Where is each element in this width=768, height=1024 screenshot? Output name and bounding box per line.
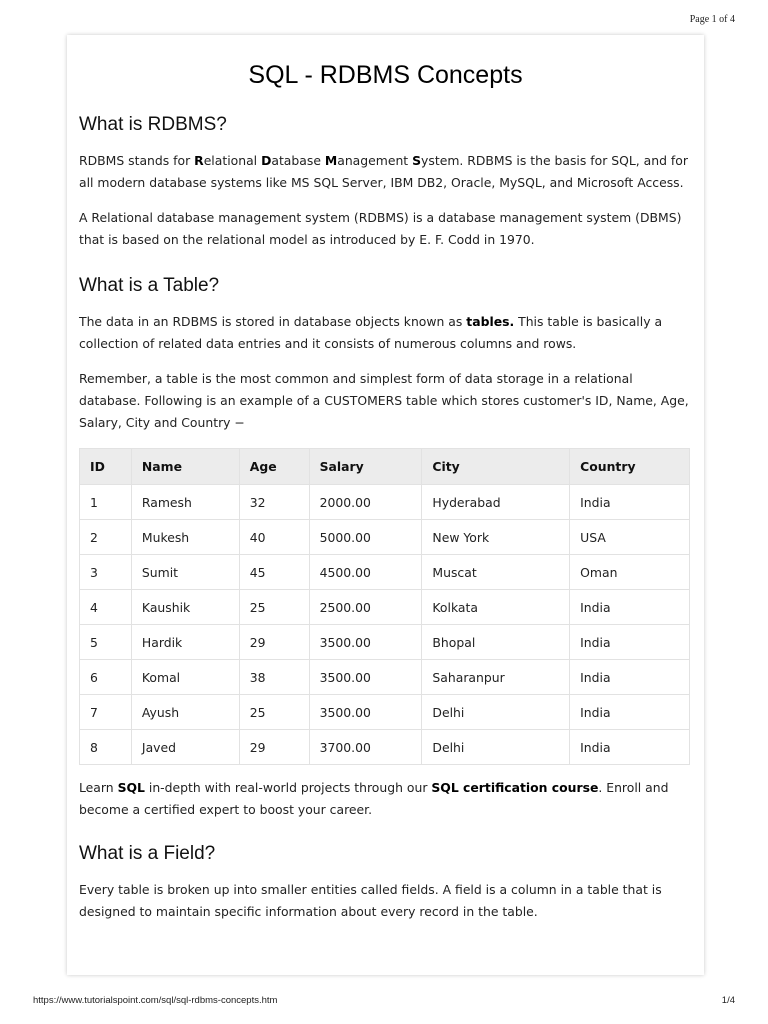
table-row	[80, 730, 690, 765]
cell-city: Kolkata	[422, 590, 570, 625]
cell-id: 1	[80, 485, 132, 520]
column-header-city: City	[422, 449, 570, 485]
cell-city: Saharanpur	[422, 660, 570, 695]
cell-country: India	[570, 485, 690, 520]
cell-id: 4	[80, 590, 132, 625]
cell-name: Mukesh	[131, 520, 239, 555]
table-row	[80, 625, 690, 660]
cell-salary: 4500.00	[309, 555, 422, 590]
cell-name: Javed	[131, 730, 239, 765]
cell-country: India	[570, 695, 690, 730]
cell-age: 32	[239, 485, 309, 520]
cell-id: 2	[80, 520, 132, 555]
cell-country: India	[570, 625, 690, 660]
paragraph-rdbms-definition: RDBMS stands for Relational Database Management System. RDBMS is the basis for SQL, and for all modern database systems like MS SQL Server, IBM DB2, Oracle, MySQL, and Microsoft Access.	[79, 153, 688, 190]
cell-age: 40	[239, 520, 309, 555]
cell-name: Ramesh	[131, 485, 239, 520]
cell-country: India	[570, 660, 690, 695]
link-sql[interactable]: SQL	[117, 780, 145, 795]
cell-salary: 2500.00	[309, 590, 422, 625]
cell-age: 45	[239, 555, 309, 590]
cell-country: USA	[570, 520, 690, 555]
footer-url: https://www.tutorialspoint.com/sql/sql-rdbms-concepts.htm	[33, 995, 278, 1006]
heading-what-is-rdbms: What is RDBMS?	[79, 114, 227, 135]
column-header-age: Age	[239, 449, 309, 485]
cell-salary: 3500.00	[309, 660, 422, 695]
cell-age: 25	[239, 590, 309, 625]
table-header-row	[80, 449, 690, 485]
cell-name: Komal	[131, 660, 239, 695]
cell-name: Kaushik	[131, 590, 239, 625]
column-header-name: Name	[131, 449, 239, 485]
table-row	[80, 485, 690, 520]
cell-id: 6	[80, 660, 132, 695]
cell-name: Ayush	[131, 695, 239, 730]
column-header-salary: Salary	[309, 449, 422, 485]
customers-table	[79, 448, 690, 765]
cell-id: 8	[80, 730, 132, 765]
cell-age: 38	[239, 660, 309, 695]
cell-city: New York	[422, 520, 570, 555]
cell-salary: 3500.00	[309, 625, 422, 660]
cell-country: India	[570, 730, 690, 765]
paragraph-field-definition: Every table is broken up into smaller entities called fields. A field is a column in a table that is designed to maintain specific information about every record in the table.	[79, 882, 662, 919]
cell-id: 7	[80, 695, 132, 730]
column-header-id: ID	[80, 449, 132, 485]
table-row	[80, 555, 690, 590]
cell-name: Sumit	[131, 555, 239, 590]
cell-city: Delhi	[422, 730, 570, 765]
cell-age: 29	[239, 730, 309, 765]
cell-country: India	[570, 590, 690, 625]
cell-salary: 3700.00	[309, 730, 422, 765]
footer-page-number: 1/4	[721, 995, 735, 1006]
cell-id: 3	[80, 555, 132, 590]
cell-age: 25	[239, 695, 309, 730]
cell-city: Delhi	[422, 695, 570, 730]
table-row	[80, 695, 690, 730]
cell-salary: 3500.00	[309, 695, 422, 730]
paragraph-promo: Learn SQL in-depth with real-world projects through our SQL certification course. Enroll and become a certified expert to boost your career.	[79, 780, 669, 817]
column-header-country: Country	[570, 449, 690, 485]
cell-city: Muscat	[422, 555, 570, 590]
cell-salary: 5000.00	[309, 520, 422, 555]
link-sql-certification-course[interactable]: SQL certification course	[431, 780, 599, 795]
cell-name: Hardik	[131, 625, 239, 660]
cell-city: Hyderabad	[422, 485, 570, 520]
table-row	[80, 660, 690, 695]
heading-what-is-table: What is a Table?	[79, 275, 220, 296]
page-indicator: Page 1 of 4	[689, 14, 735, 25]
cell-country: Oman	[570, 555, 690, 590]
table-row	[80, 590, 690, 625]
cell-age: 29	[239, 625, 309, 660]
page-title: SQL - RDBMS Concepts	[248, 61, 523, 89]
heading-what-is-field: What is a Field?	[79, 843, 216, 864]
article-card	[67, 35, 704, 975]
cell-salary: 2000.00	[309, 485, 422, 520]
paragraph-table-definition: The data in an RDBMS is stored in database objects known as tables. This table is basically a collection of related data entries and it consists of numerous columns and rows.	[79, 314, 663, 351]
cell-id: 5	[80, 625, 132, 660]
paragraph-rdbms-codd: A Relational database management system (RDBMS) is a database management system (DBMS) that is based on the relational model as introduced by E. F. Codd in 1970.	[79, 210, 682, 247]
cell-city: Bhopal	[422, 625, 570, 660]
paragraph-table-example: Remember, a table is the most common and simplest form of data storage in a relational database. Following is an example of a CUSTOMERS table which stores customer's ID, Name, Age, Salary, City and Country −	[79, 371, 689, 430]
table-row	[80, 520, 690, 555]
